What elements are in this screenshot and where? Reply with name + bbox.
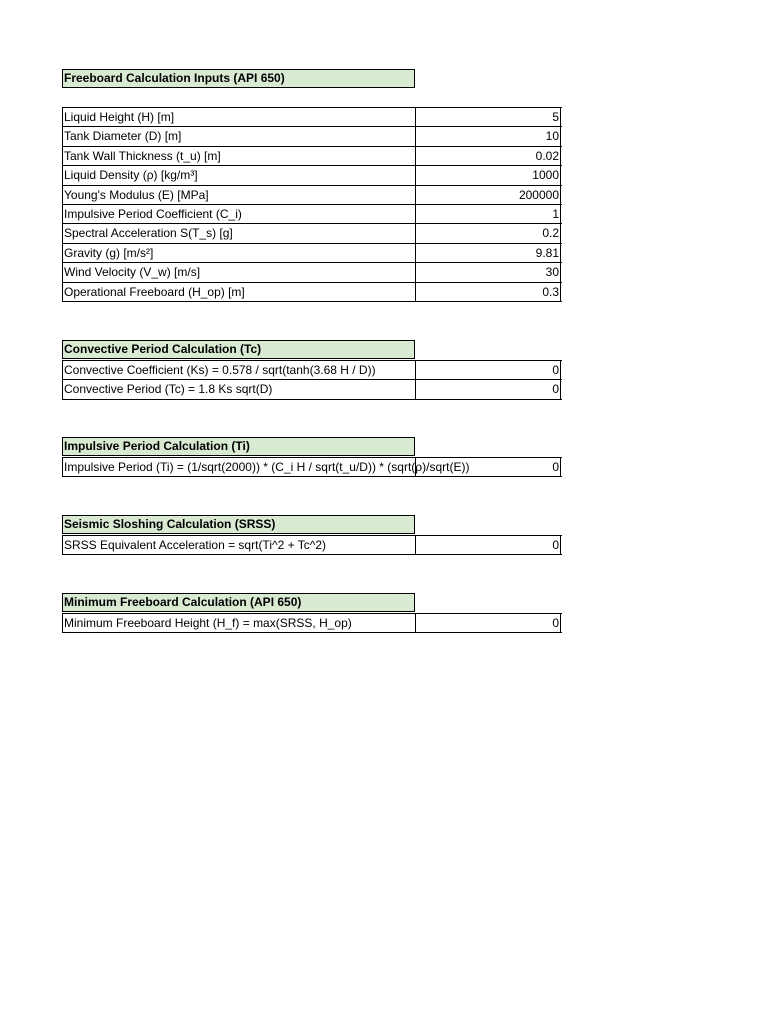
table-row <box>63 244 562 263</box>
row-label[interactable]: Operational Freeboard (H_op) [m] <box>63 283 416 301</box>
row-value[interactable]: 200000 <box>416 186 561 204</box>
section-header[interactable]: Convective Period Calculation (Tc) <box>62 340 415 359</box>
freeboard-table <box>62 613 562 633</box>
row-label[interactable]: SRSS Equivalent Acceleration = sqrt(Ti^2 + Tc^2) <box>63 536 416 554</box>
row-label[interactable]: Wind Velocity (V_w) [m/s] <box>63 263 416 281</box>
table-row <box>63 166 562 185</box>
row-value[interactable]: 1000 <box>416 166 561 184</box>
row-label[interactable]: Liquid Density (ρ) [kg/m³] <box>63 166 416 184</box>
impulsive-table <box>62 457 562 477</box>
row-value[interactable]: 10 <box>416 127 561 145</box>
row-value[interactable]: 0.02 <box>416 147 561 165</box>
row-value[interactable]: 0 <box>416 380 561 398</box>
row-label[interactable]: Spectral Acceleration S(T_s) [g] <box>63 224 416 242</box>
table-row <box>63 614 562 633</box>
row-value[interactable]: 0 <box>416 536 561 554</box>
section-header[interactable]: Seismic Sloshing Calculation (SRSS) <box>62 515 415 534</box>
row-label[interactable]: Tank Diameter (D) [m] <box>63 127 416 145</box>
section-header[interactable]: Minimum Freeboard Calculation (API 650) <box>62 593 415 612</box>
section-header[interactable]: Impulsive Period Calculation (Ti) <box>62 437 415 456</box>
table-row <box>63 186 562 205</box>
row-label[interactable]: Tank Wall Thickness (t_u) [m] <box>63 147 416 165</box>
inputs-table <box>62 107 562 302</box>
table-row <box>63 283 562 302</box>
table-row <box>63 147 562 166</box>
row-value[interactable]: 5 <box>416 108 561 126</box>
srss-table <box>62 535 562 555</box>
row-label[interactable]: Young's Modulus (E) [MPa] <box>63 186 416 204</box>
row-value[interactable]: 0 <box>416 458 561 476</box>
table-row <box>63 108 562 127</box>
row-label[interactable]: Minimum Freeboard Height (H_f) = max(SRSS, H_op) <box>63 614 416 632</box>
table-row <box>63 263 562 282</box>
row-value[interactable]: 0.3 <box>416 283 561 301</box>
row-value[interactable]: 30 <box>416 263 561 281</box>
table-row <box>63 536 562 555</box>
row-value[interactable]: 1 <box>416 205 561 223</box>
table-row <box>63 458 562 477</box>
row-value[interactable]: 9.81 <box>416 244 561 262</box>
section-header[interactable]: Freeboard Calculation Inputs (API 650) <box>62 69 415 88</box>
row-value[interactable]: 0 <box>416 361 561 379</box>
row-label[interactable]: Impulsive Period (Ti) = (1/sqrt(2000)) * (C_i H / sqrt(t_u/D)) * (sqrt(ρ)/sqrt(E)) <box>63 458 416 476</box>
row-label[interactable]: Gravity (g) [m/s²] <box>63 244 416 262</box>
row-label[interactable]: Liquid Height (H) [m] <box>63 108 416 126</box>
table-row <box>63 205 562 224</box>
table-row <box>63 361 562 380</box>
table-row <box>63 224 562 243</box>
row-label[interactable]: Convective Coefficient (Ks) = 0.578 / sqrt(tanh(3.68 H / D)) <box>63 361 416 379</box>
table-row <box>63 380 562 399</box>
convective-table <box>62 360 562 400</box>
table-row <box>63 127 562 146</box>
row-label[interactable]: Convective Period (Tc) = 1.8 Ks sqrt(D) <box>63 380 416 398</box>
row-value[interactable]: 0.2 <box>416 224 561 242</box>
row-label[interactable]: Impulsive Period Coefficient (C_i) <box>63 205 416 223</box>
row-value[interactable]: 0 <box>416 614 561 632</box>
